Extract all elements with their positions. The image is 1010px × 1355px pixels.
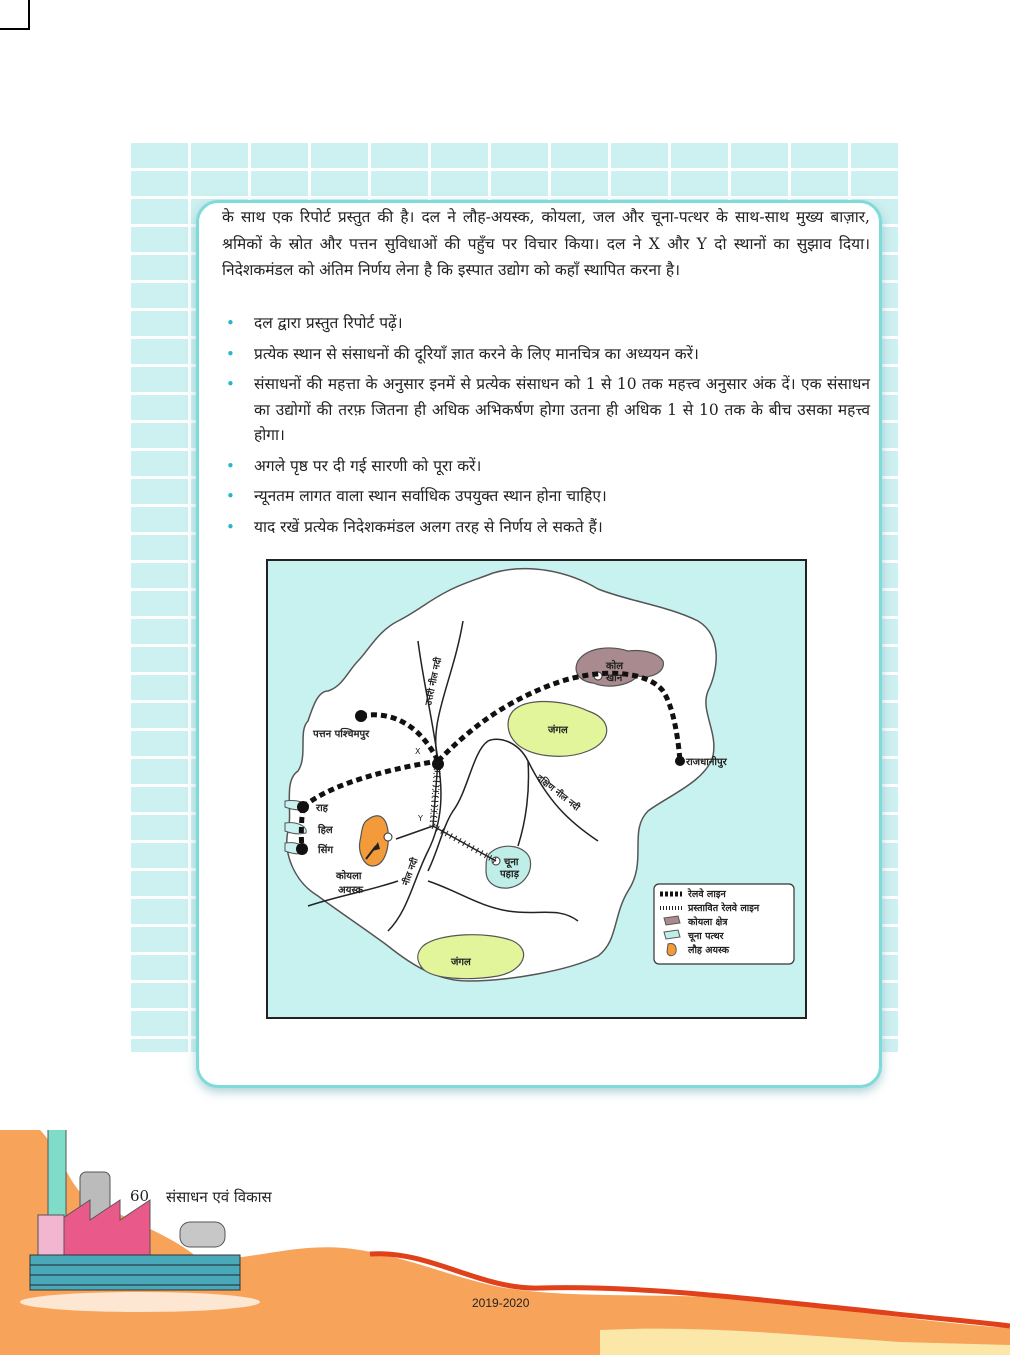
port-node	[355, 710, 367, 722]
bullet-icon: •	[226, 344, 235, 363]
bullet-icon: •	[226, 517, 235, 536]
forest-north-label: जंगल	[548, 725, 568, 736]
legend-coal-label: कोयला क्षेत्र	[688, 917, 728, 928]
port-label: पत्तन पश्चिमपुर	[313, 729, 370, 740]
legend-limestone-label: चूना पत्थर	[688, 931, 724, 942]
bullet-icon: •	[226, 487, 235, 505]
legend-iron-label: लौह अयस्क	[688, 945, 730, 956]
legend-iron-symbol	[667, 943, 676, 955]
resource-map	[266, 559, 807, 1019]
legend-limestone-symbol	[664, 930, 680, 939]
capital-node	[675, 756, 685, 766]
legend-coal-symbol	[664, 916, 680, 925]
capital-label: राजधानीपुर	[686, 757, 727, 768]
list-item: • संसाधनों की महत्ता के अनुसार इनमें से प्रत्येक संसाधन को 1 से 10 तक महत्त्व अनुसार अंक दें। एक संसाधन का उद्योगों की तरफ़ जितना ही अधिक अभिकर्षण होगा उतना ही अधिक 1 से 10 तक के बीच उसका महत्त्व होगा।	[222, 372, 870, 449]
rah-label: राह	[316, 803, 328, 814]
legend-railway-label: रेलवे लाइन	[688, 889, 726, 900]
list-item: • दल द्वारा प्रस्तुत रिपोर्ट पढ़ें।	[222, 311, 870, 337]
list-item: • प्रत्येक स्थान से संसाधनों की दूरियाँ ज्ञात करने के लिए मानचित्र का अध्ययन करें।	[222, 342, 870, 368]
forest-south-label: जंगल	[451, 957, 471, 968]
map-svg	[268, 561, 805, 1017]
y-site-label: Y	[418, 814, 423, 823]
iron-ore-label-1: कोयला	[336, 871, 362, 882]
instruction-list	[222, 311, 870, 545]
bullet-icon: •	[226, 375, 235, 393]
x-site-label: X	[415, 747, 421, 756]
legend-proposed-railway-label: प्रस्तावित रेलवे लाइन	[688, 903, 760, 914]
orange-ground	[0, 1130, 1010, 1355]
north-river-label: उत्तरी नील नदी	[424, 656, 445, 707]
factory-wall	[38, 1215, 64, 1260]
factory-cylinder	[180, 1222, 225, 1247]
nil-river-label: नील नदी	[401, 856, 421, 888]
lime-hill-label-1: चूना	[504, 857, 519, 868]
page-number: 60	[130, 1187, 150, 1205]
crop-mark-top-left-v	[28, 0, 30, 30]
footer-decoration	[0, 1130, 1010, 1355]
south-river-label: दक्षिण नील नदी	[534, 773, 582, 814]
year-label: 2019-2020	[472, 1296, 530, 1310]
factory-shadow	[20, 1292, 260, 1312]
list-item: • अगले पृष्ठ पर दी गई सारणी को पूरा करें।	[222, 454, 870, 480]
crop-mark-top-left-h	[0, 28, 30, 30]
list-item: • न्यूनतम लागत वाला स्थान सर्वाधिक उपयुक्त स्थान होना चाहिए।	[222, 484, 870, 510]
coal-mine-label-2: खान	[606, 673, 623, 684]
map-legend	[654, 884, 794, 964]
lime-hill-label-2: पहाड़	[500, 869, 519, 880]
book-title: संसाधन एवं विकास	[166, 1188, 272, 1206]
intro-paragraph: के साथ एक रिपोर्ट प्रस्तुत की है। दल ने लौह-अयस्क, कोयला, जल और चूना-पत्थर के साथ-साथ मुख्य बाज़ार, श्रमिकों के स्रोत और पत्तन सुविधाओं की पहुँच पर विचार किया। दल ने X और Y दो स्थानों का सुझाव दिया। निदेशकमंडल को अंतिम निर्णय लेना है कि इस्पात उद्योग को कहाँ स्थापित करना है।	[222, 208, 870, 279]
iron-ore-label-2: अयस्क	[338, 885, 364, 896]
island-landmass	[287, 569, 716, 981]
bullet-icon: •	[226, 456, 235, 475]
bullet-icon: •	[226, 314, 235, 332]
sing-node	[296, 843, 308, 855]
coal-mine-label-1: कोल	[606, 661, 624, 672]
rah-node	[297, 801, 309, 813]
hil-label: हिल	[318, 825, 333, 836]
iron-ore-marker	[384, 833, 392, 841]
iron-ore-area	[360, 816, 389, 866]
list-item: • याद रखें प्रत्येक निदेशकमंडल अलग तरह से निर्णय ले सकते हैं।	[222, 515, 870, 541]
sing-label: सिंग	[318, 845, 333, 856]
junction-x-node	[432, 758, 444, 770]
